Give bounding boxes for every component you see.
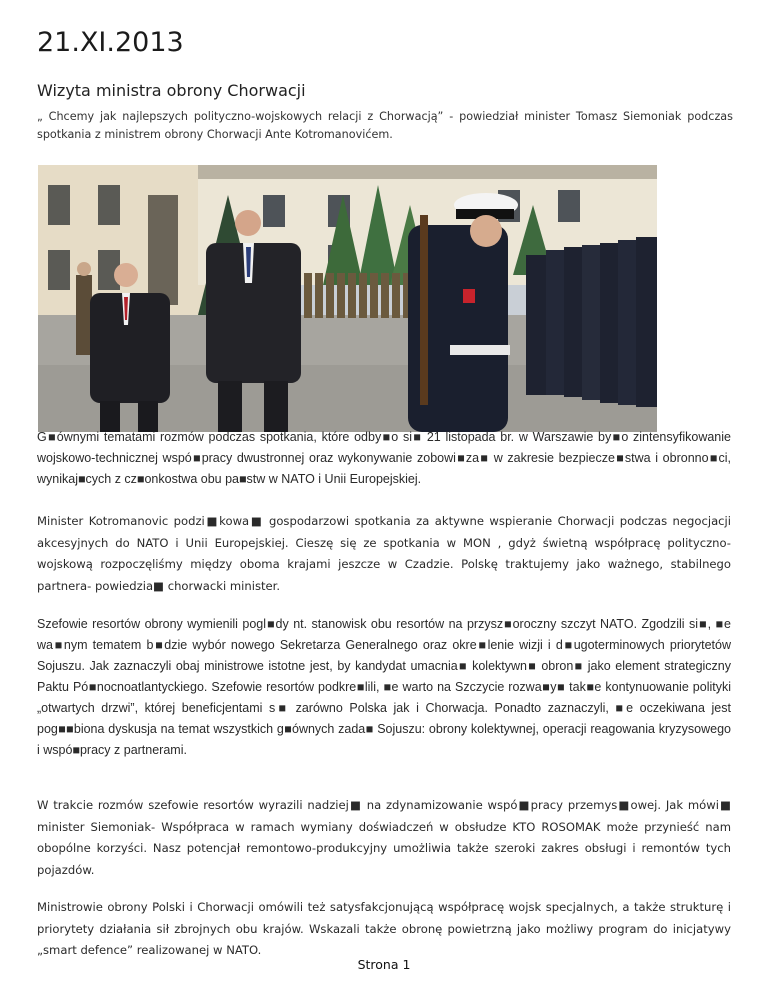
paragraph: Ministrowie obrony Polski i Chorwacji omówili też satysfakcjonującą współpracę wojsk specjalnych, a także strukturę i priorytety działania sił zbrojnych obu krajów. Wskazali także obronę powietrzną jako możliwy program do inicjatywy „smart defence” realizowanej w NATO. (37, 900, 731, 957)
paragraph: Szefowie resortów obrony wymienili pogl■dy nt. stanowisk obu resortów na przysz■oroczny szczyt NATO. Zgodzili si■, ■e wa■nym tematem b■dzie wybór nowego Sekretarza Generalnego oraz okre■lenie wizji i d■ugoterminowych priorytetów Sojuszu. Jak zaznaczyli obaj ministrowe istotne jest, by kandydat umacnia■ kolektywn■ obron■ jako element strategiczny Paktu Pó■nocnoatlantyckiego. Szefowie resortów podkre■lili, ■e warto na Szczycie rozwa■y■ tak■e kontynuowanie polityki „otwartych drzwi”, której beneficjentami s■ zarówno Polska jak i Chorwacja. Ponadto zaznaczyli, ■e oczekiwana jest pog■■biona dyskusja na temat wszystkich g■ównych zada■ Sojuszu: obrony kolektywnej, operacji reagowania kryzysowego i wspó■pracy z partnerami. (37, 617, 731, 757)
paragraph: W trakcie rozmów szefowie resortów wyrazili nadziej■ na zdynamizowanie wspó■pracy przemys■owej. Jak mówi■ minister Siemoniak- Współpraca w ramach wymiany doświadczeń w obsłudze KTO ROSOMAK może przynieść nam obopólne korzyści. Nasz potencjał remontowo-produkcyjny umożliwia także szeroki zakres obsługi i remontów tych pojazdów. (37, 798, 731, 877)
article-photo (38, 165, 657, 432)
document-date: 21.XI.2013 (37, 27, 184, 58)
page-number: Strona 1 (357, 957, 411, 972)
article-lead: „ Chcemy jak najlepszych polityczno-wojskowych relacji z Chorwacją” - powiedział minister Tomasz Siemoniak podczas spotkania z ministrem obrony Chorwacji Ante Kotromanovićem. (37, 110, 733, 141)
paragraph: G■ównymi tematami rozmów podczas spotkania, które odby■o si■ 21 listopada br. w Warszawie by■o zintensyfikowanie wojskowo-technicznej wspó■pracy dwustronnej oraz wykonywanie zobowi■za■ w zakresie bezpiecze■stwa i obronno■ci, wynikaj■cych z cz■onkostwa obu pa■stw w NATO i Unii Europejskiej. (37, 430, 731, 486)
paragraph: Minister Kotromanovic podzi■kowa■ gospodarzowi spotkania za aktywne wspieranie Chorwacji podczas negocjacji akcesyjnych do NATO i Unii Europejskiej. Cieszę się ze spotkania w MON , gdyż świetną współpracę polityczno-wojskową rozpoczęliśmy między oboma krajami jeszcze w Czadzie. Polskę traktujemy jako ważnego, stabilnego partnera- powiedzia■ chorwacki minister. (37, 514, 731, 593)
article-title: Wizyta ministra obrony Chorwacji (37, 81, 306, 100)
